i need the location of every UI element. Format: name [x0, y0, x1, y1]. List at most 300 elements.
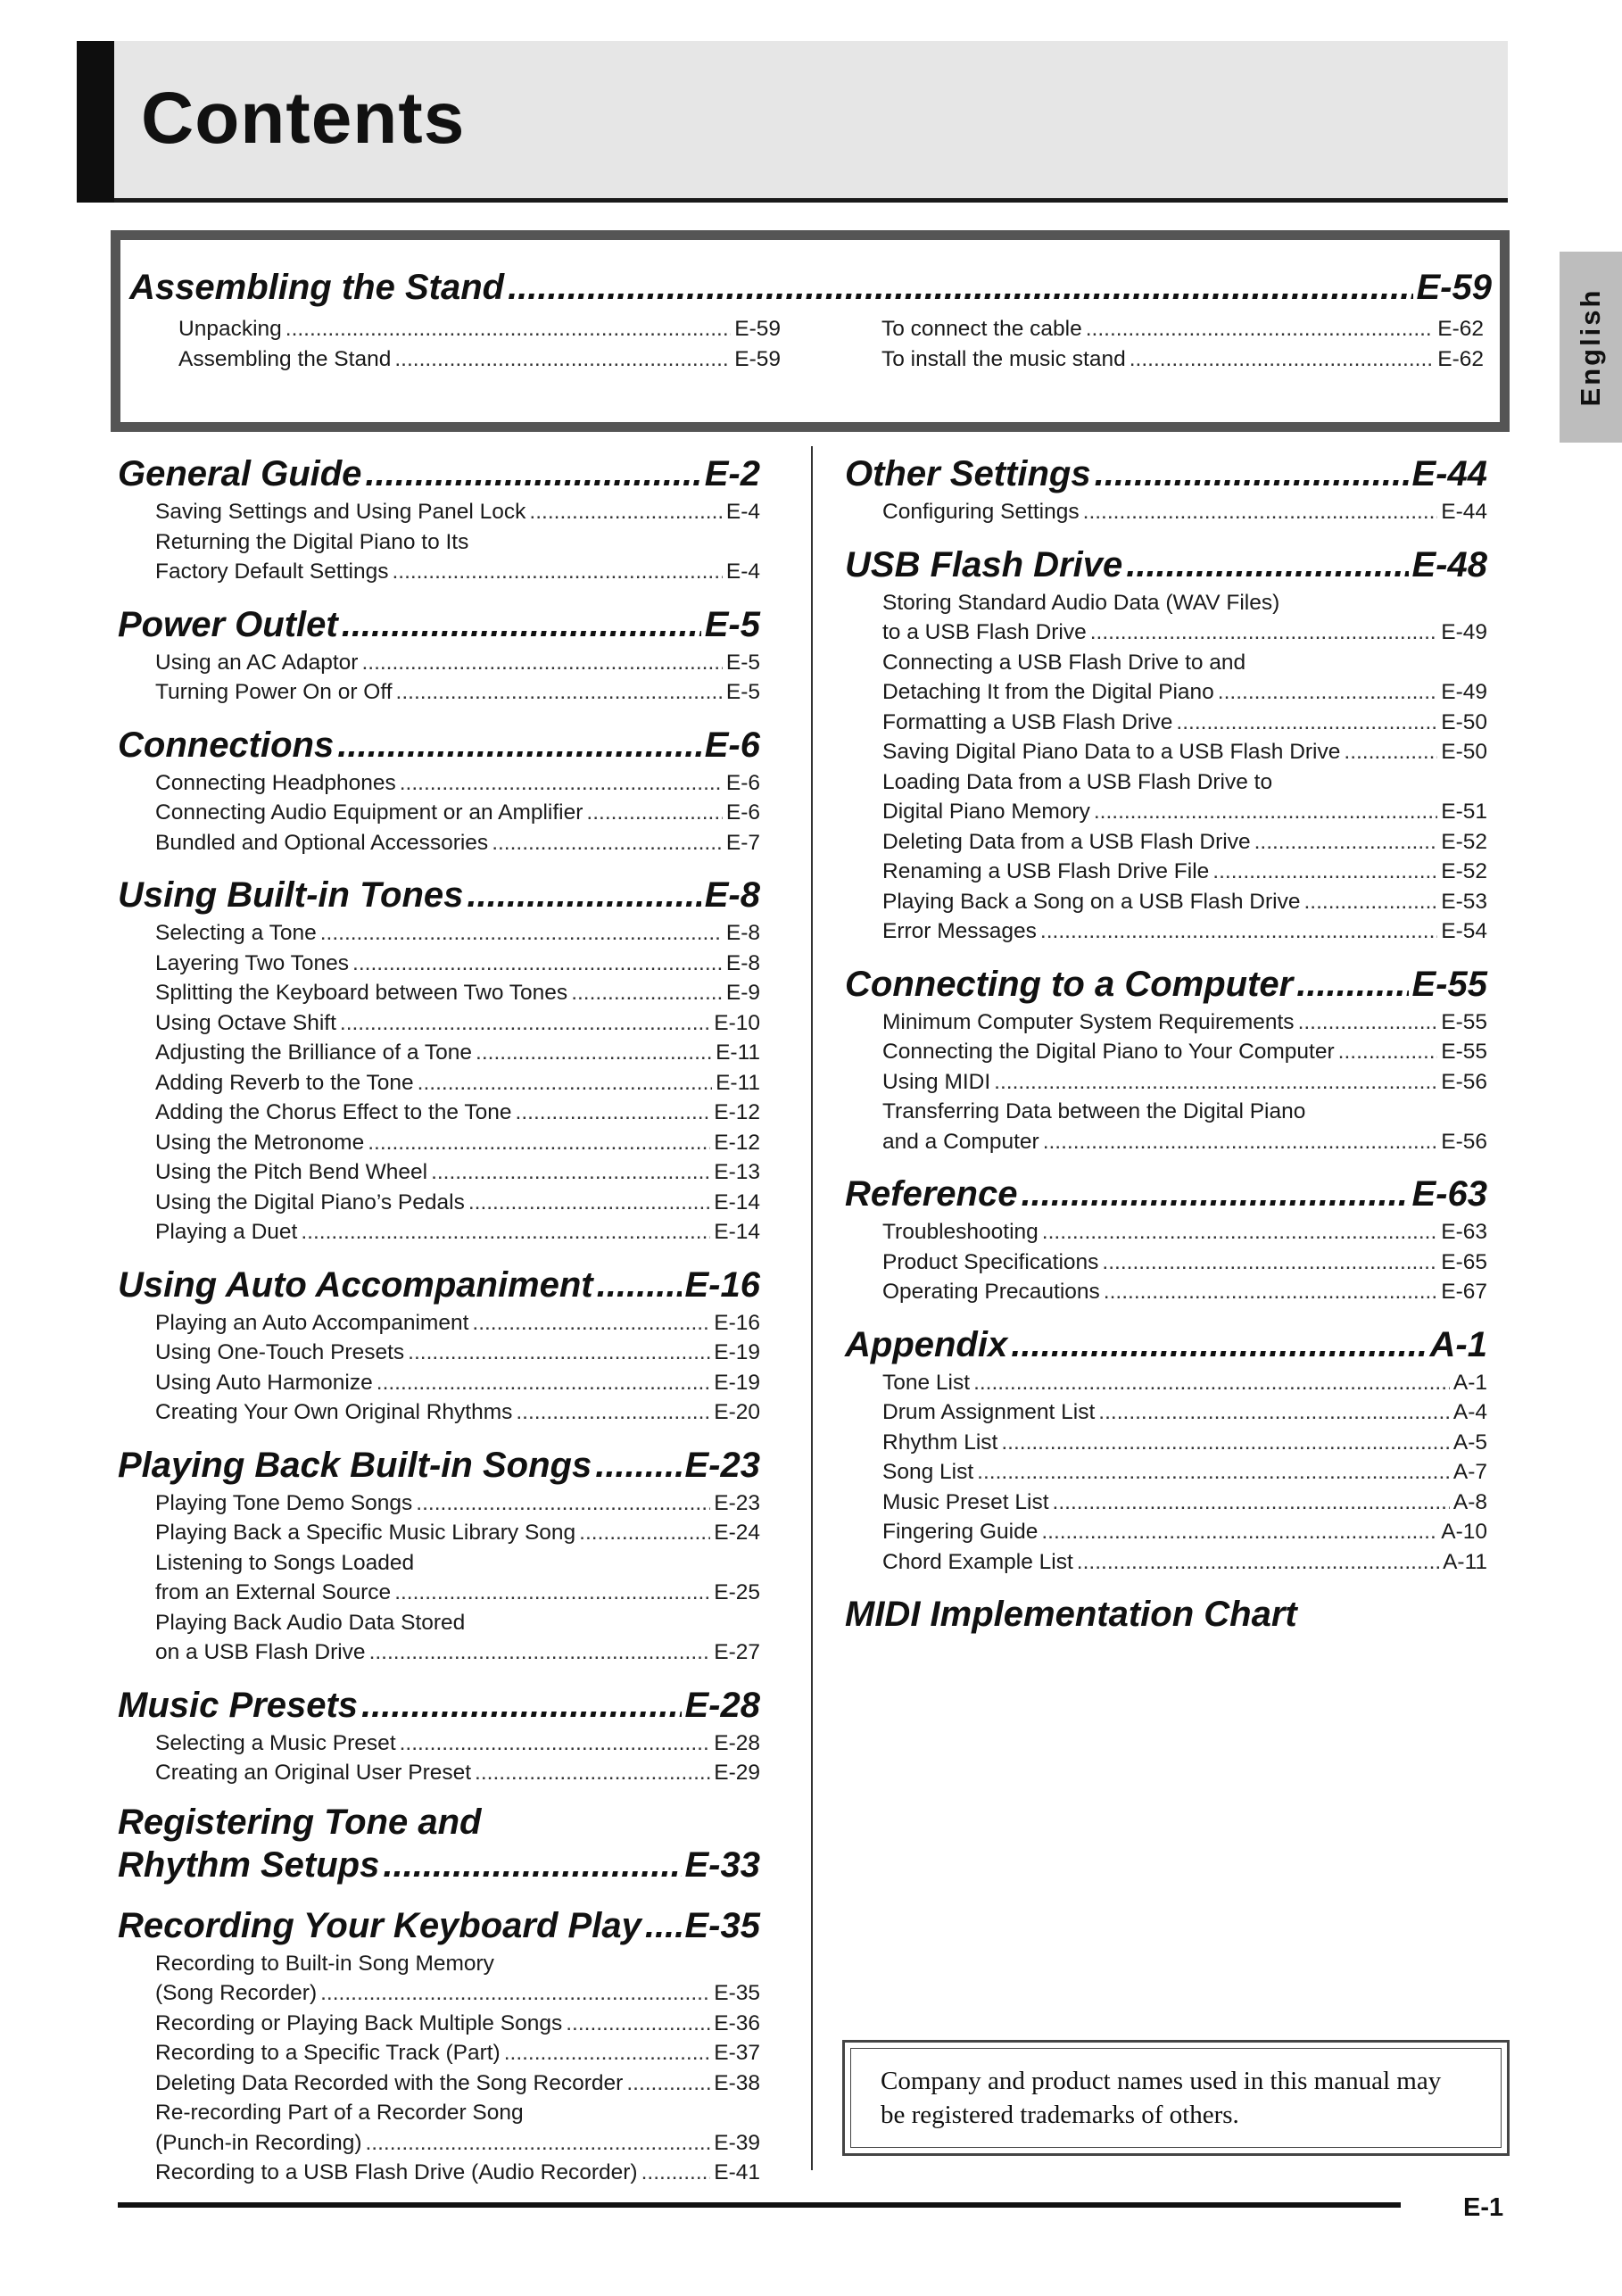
leader-dots [586, 798, 722, 828]
toc-entry-label: (Song Recorder) [155, 1981, 318, 2005]
toc-entry[interactable] [882, 767, 1487, 827]
toc-entry-label: Creating Your Own Original Rhythms [155, 1400, 513, 1424]
section-heading-page: E-6 [704, 725, 760, 765]
toc-entry-label: Creating an Original User Preset [155, 1761, 472, 1785]
toc-entry-page: E-6 [725, 800, 760, 825]
toc-entry-row [882, 737, 1487, 767]
toc-entry-label: Splitting the Keyboard between Two Tones [155, 981, 568, 1005]
leader-dots [566, 2009, 710, 2039]
leader-dots [286, 314, 731, 344]
toc-entry-row [155, 768, 760, 799]
toc-entry-label: Playing a Duet [155, 1220, 298, 1244]
toc-entry-label: Connecting the Digital Piano to Your Computer [882, 1040, 1335, 1064]
toc-entry[interactable] [155, 2038, 760, 2068]
toc-entry-row [155, 978, 760, 1008]
leader-dots [1296, 961, 1408, 1007]
section-heading-page: E-48 [1411, 544, 1487, 584]
toc-entry[interactable] [155, 2158, 760, 2188]
toc-entry-page: E-5 [725, 650, 760, 675]
toc-entry-row [881, 344, 1484, 375]
toc-entry-page: E-11 [716, 1070, 760, 1095]
leader-dots [1086, 314, 1434, 344]
section-heading-title: MIDI Implementation Chart [845, 1595, 1297, 1634]
section-heading[interactable] [118, 1262, 760, 1308]
toc-entry-page: E-55 [1441, 1009, 1487, 1034]
toc-entry[interactable] [155, 1518, 760, 1548]
toc-entry[interactable] [882, 1037, 1487, 1067]
leader-dots [1021, 1171, 1408, 1217]
leader-dots [361, 1682, 681, 1728]
toc-entry-label: Playing Back a Song on a USB Flash Drive [882, 889, 1301, 914]
section-heading-title: Appendix [845, 1324, 1008, 1364]
leader-dots [1090, 618, 1437, 648]
toc-entry[interactable] [155, 1157, 760, 1188]
section-items [118, 1949, 760, 2188]
toc-entry-page: E-62 [1437, 317, 1484, 341]
toc-entry-row [155, 2158, 760, 2188]
toc-entry[interactable] [882, 1397, 1487, 1428]
toc-entry[interactable] [881, 344, 1484, 375]
section-heading[interactable] [845, 451, 1487, 497]
toc-entry-row [882, 1277, 1487, 1307]
toc-entry-page: E-12 [714, 1130, 760, 1155]
toc-entry[interactable] [155, 497, 760, 527]
toc-entry[interactable] [155, 2009, 760, 2039]
toc-entry-row [155, 2128, 760, 2159]
toc-entry-label: Music Preset List [882, 1489, 1049, 1514]
toc-entry-page: A-8 [1452, 1489, 1487, 1514]
toc-entry-label: Saving Settings and Using Panel Lock [155, 500, 526, 524]
toc-entry[interactable] [155, 527, 760, 587]
toc-entry-line1: Connecting a USB Flash Drive to and [882, 650, 1246, 675]
section-heading[interactable] [118, 1442, 760, 1488]
section-heading[interactable] [118, 1902, 760, 1949]
section-heading[interactable] [118, 451, 760, 497]
leader-dots [408, 1338, 710, 1368]
section-items [845, 1007, 1487, 1157]
toc-entry[interactable] [155, 1949, 760, 2009]
leader-dots [1001, 1428, 1450, 1458]
toc-entry[interactable] [155, 1488, 760, 1519]
toc-entry-label: Adding the Chorus Effect to the Tone [155, 1100, 512, 1124]
toc-entry-page: E-14 [714, 1220, 760, 1244]
toc-entry[interactable] [882, 1428, 1487, 1458]
leader-dots [516, 1397, 710, 1428]
section-items [118, 1488, 760, 1668]
section-heading-page: E-16 [684, 1264, 760, 1305]
toc-entry-page: E-14 [714, 1189, 760, 1214]
toc-entry-page: E-67 [1441, 1280, 1487, 1304]
section-heading-title: Connections [118, 725, 335, 765]
toc-entry-label: Troubleshooting [882, 1220, 1039, 1244]
toc-entry-page: E-24 [714, 1521, 760, 1545]
toc-entry[interactable] [882, 1247, 1487, 1278]
toc-entry[interactable] [155, 1338, 760, 1368]
leader-dots [418, 1068, 712, 1098]
toc-entry[interactable] [155, 1608, 760, 1668]
leader-dots [475, 1758, 710, 1788]
section-items [118, 1308, 760, 1428]
section-heading-title: Connecting to a Computer [845, 964, 1294, 1004]
section-heading-title: Recording Your Keyboard Play [118, 1905, 641, 1945]
toc-entry[interactable] [155, 1008, 760, 1039]
section-heading[interactable] [118, 722, 760, 768]
leader-dots [394, 344, 731, 375]
toc-entry-label: from an External Source [155, 1580, 392, 1604]
toc-entry[interactable] [178, 314, 781, 344]
toc-entry[interactable] [155, 1397, 760, 1428]
toc-entry[interactable] [178, 344, 781, 375]
toc-entry-label: Song List [882, 1460, 974, 1484]
toc-entry-row [155, 1578, 760, 1608]
toc-entry[interactable] [155, 978, 760, 1008]
leader-dots [1094, 797, 1437, 827]
trademark-note: Company and product names used in this manual may be registered trademarks of others. [881, 2067, 1442, 2129]
section-heading-page: A-1 [1429, 1324, 1487, 1364]
toc-entry-page: E-51 [1441, 800, 1487, 824]
toc-entry[interactable] [882, 887, 1487, 917]
leader-dots [352, 949, 723, 979]
leader-dots [1104, 1277, 1437, 1307]
leader-dots [1212, 857, 1437, 887]
leader-dots [1176, 708, 1437, 738]
leader-dots [396, 677, 723, 708]
toc-entry-page: E-56 [1441, 1069, 1487, 1094]
section-heading[interactable] [118, 1682, 760, 1728]
toc-entry-row [882, 1127, 1487, 1157]
toc-entry[interactable] [155, 1098, 760, 1128]
toc-entry-row [882, 1397, 1487, 1428]
toc-entry[interactable] [155, 1038, 760, 1068]
toc-entry-page: E-16 [714, 1310, 760, 1335]
toc-entry-label: Product Specifications [882, 1249, 1099, 1274]
section-heading-title: Reference [845, 1174, 1018, 1214]
section-heading-title: Other Settings [845, 454, 1091, 493]
toc-entry-page: A-5 [1452, 1430, 1487, 1455]
toc-entry-row [882, 677, 1487, 708]
toc-entry-label: Recording or Playing Back Multiple Songs [155, 2010, 563, 2035]
toc-entry-row [155, 1217, 760, 1247]
toc-entry[interactable] [155, 1728, 760, 1759]
toc-entry-page: E-7 [725, 830, 760, 855]
section-heading-page: E-8 [704, 875, 760, 915]
toc-entry[interactable] [882, 1517, 1487, 1547]
toc-entry[interactable] [155, 1368, 760, 1398]
toc-section [118, 1262, 760, 1428]
toc-entry[interactable] [155, 1758, 760, 1788]
leader-dots [1040, 916, 1437, 947]
toc-entry[interactable] [155, 677, 760, 708]
toc-entry-label: Layering Two Tones [155, 950, 350, 975]
toc-entry[interactable] [155, 1308, 760, 1339]
stand-heading[interactable] [129, 264, 1492, 311]
section-heading[interactable] [118, 1842, 760, 1888]
toc-entry[interactable] [882, 1547, 1487, 1578]
section-heading-page: E-5 [704, 604, 760, 644]
toc-entry-row [882, 857, 1487, 887]
toc-entry[interactable] [882, 708, 1487, 738]
toc-entry-label: Configuring Settings [882, 500, 1080, 524]
toc-entry-row [882, 497, 1487, 527]
leader-dots [1130, 344, 1435, 375]
toc-entry-row [178, 344, 781, 375]
trademark-note-box [842, 2040, 1510, 2156]
toc-entry-line1: Transferring Data between the Digital Piano [882, 1099, 1306, 1123]
toc-entry[interactable] [882, 737, 1487, 767]
toc-entry-row [881, 314, 1484, 344]
leader-dots [645, 1902, 682, 1949]
toc-section [118, 1902, 760, 2188]
leader-dots [626, 2068, 710, 2099]
toc-entry-label: Fingering Guide [882, 1520, 1039, 1544]
leader-dots [467, 872, 700, 918]
leader-dots [1344, 737, 1437, 767]
toc-entry-label: Unpacking [178, 317, 282, 341]
toc-entry-page: E-25 [714, 1580, 760, 1604]
title-accent-bar [77, 41, 114, 203]
section-heading[interactable] [845, 961, 1487, 1007]
toc-entry-page: E-19 [714, 1340, 760, 1364]
leader-dots [1042, 1217, 1437, 1247]
toc-entry-label: Rhythm List [882, 1430, 998, 1455]
toc-entry-page: E-56 [1441, 1129, 1487, 1154]
toc-section [118, 872, 760, 1247]
toc-entry-page: E-59 [734, 317, 781, 341]
toc-entry-label: Deleting Data from a USB Flash Drive [882, 829, 1251, 854]
toc-entry[interactable] [882, 1007, 1487, 1038]
leader-dots [994, 1067, 1437, 1098]
leader-dots [468, 1188, 710, 1218]
leader-dots [1043, 1127, 1438, 1157]
leader-dots [337, 722, 701, 768]
toc-entry[interactable] [882, 857, 1487, 887]
toc-entry[interactable] [882, 1277, 1487, 1307]
toc-entry-label: Selecting a Tone [155, 921, 317, 945]
toc-entry[interactable] [882, 1217, 1487, 1247]
toc-entry-label: Using One-Touch Presets [155, 1340, 405, 1364]
leader-dots [366, 2128, 711, 2159]
section-heading[interactable] [118, 872, 760, 918]
leader-dots [365, 451, 700, 497]
leader-dots [504, 2038, 711, 2068]
toc-entry-page: E-4 [725, 559, 760, 584]
toc-entry-label: Recording to a USB Flash Drive (Audio Recorder) [155, 2160, 638, 2184]
toc-entry-row [882, 827, 1487, 858]
toc-entry-row [882, 1517, 1487, 1547]
toc-entry-label: Adjusting the Brilliance of a Tone [155, 1040, 473, 1065]
toc-entry-page: E-49 [1441, 620, 1487, 644]
toc-entry-row [882, 1457, 1487, 1488]
toc-entry-row [155, 949, 760, 979]
leader-dots [595, 1442, 681, 1488]
toc-entry-row [882, 1007, 1487, 1038]
toc-entry-label: on a USB Flash Drive [155, 1640, 366, 1664]
toc-entry[interactable] [155, 648, 760, 678]
section-heading-title: Rhythm Setups [118, 1844, 380, 1885]
leader-dots [1098, 1397, 1450, 1428]
toc-entry-row [155, 2009, 760, 2039]
toc-entry-page: E-55 [1441, 1040, 1487, 1064]
toc-entry[interactable] [155, 1217, 760, 1247]
toc-entry-row [155, 677, 760, 708]
toc-right-column [845, 451, 1487, 1652]
section-heading-page: E-23 [684, 1445, 760, 1485]
toc-entry[interactable] [155, 1548, 760, 1608]
toc-entry-row [155, 1188, 760, 1218]
leader-dots [1053, 1488, 1450, 1518]
toc-entry[interactable] [882, 1368, 1487, 1398]
toc-entry-page: E-19 [714, 1370, 760, 1395]
toc-entry-row [882, 1217, 1487, 1247]
toc-entry-page: A-4 [1452, 1400, 1487, 1424]
toc-entry-label: To connect the cable [881, 317, 1082, 341]
toc-section [845, 542, 1487, 947]
leader-dots [597, 1262, 682, 1308]
section-heading-title: Using Auto Accompaniment [118, 1264, 593, 1305]
leader-dots [320, 1978, 710, 2009]
toc-section [845, 451, 1487, 527]
toc-entry-label: Operating Precautions [882, 1280, 1100, 1304]
leader-dots [529, 497, 722, 527]
toc-entry-row [155, 1758, 760, 1788]
toc-entry-page: E-5 [725, 680, 760, 704]
section-heading[interactable] [845, 1322, 1487, 1368]
toc-entry[interactable] [155, 2068, 760, 2099]
page-title: Contents [141, 78, 466, 159]
toc-entry-label: Using the Digital Piano’s Pedals [155, 1189, 465, 1214]
footer-rule [118, 2202, 1401, 2208]
toc-entry[interactable] [881, 314, 1484, 344]
leader-dots [1298, 1007, 1438, 1038]
toc-entry-row [155, 1978, 760, 2009]
section-items [118, 768, 760, 858]
section-items [118, 648, 760, 708]
section-heading-title: Power Outlet [118, 604, 338, 644]
toc-entry-page: E-62 [1437, 346, 1484, 371]
section-heading-page: E-55 [1411, 964, 1487, 1004]
toc-entry[interactable] [882, 648, 1487, 708]
toc-entry-label: Connecting Headphones [155, 770, 396, 795]
toc-entry[interactable] [882, 1488, 1487, 1518]
leader-dots [392, 557, 722, 587]
toc-entry-row [155, 1368, 760, 1398]
toc-entry[interactable] [882, 497, 1487, 527]
stand-left-items [178, 314, 781, 374]
toc-entry-line1: Storing Standard Audio Data (WAV Files) [882, 590, 1280, 615]
section-items [118, 1728, 760, 1788]
toc-entry[interactable] [882, 1067, 1487, 1098]
section-heading[interactable] [845, 1591, 1487, 1637]
section-heading-title: Playing Back Built-in Songs [118, 1445, 592, 1485]
leader-dots [431, 1157, 710, 1188]
toc-entry[interactable] [155, 949, 760, 979]
leader-dots [416, 1488, 710, 1519]
toc-entry-page: E-52 [1441, 859, 1487, 883]
toc-entry[interactable] [155, 918, 760, 949]
toc-entry[interactable] [155, 828, 760, 858]
section-items [845, 497, 1487, 527]
toc-entry[interactable] [882, 1457, 1487, 1488]
toc-entry-row [155, 1518, 760, 1548]
toc-section [845, 1171, 1487, 1307]
toc-entry-row [155, 1038, 760, 1068]
toc-entry-row [882, 1488, 1487, 1518]
toc-entry-row [155, 2068, 760, 2099]
column-divider [811, 446, 813, 2170]
toc-entry-label: Using an AC Adaptor [155, 650, 359, 675]
leader-dots [1338, 1037, 1438, 1067]
toc-entry-label: Renaming a USB Flash Drive File [882, 859, 1210, 883]
section-heading-title: Music Presets [118, 1685, 359, 1725]
leader-dots [1083, 497, 1438, 527]
section-heading-page: E-35 [684, 1905, 760, 1945]
toc-entry-page: E-9 [725, 981, 760, 1005]
toc-entry-line1: Re-recording Part of a Recorder Song [155, 2101, 524, 2125]
toc-entry[interactable] [155, 768, 760, 799]
toc-entry-label: Adding Reverb to the Tone [155, 1070, 414, 1095]
toc-entry-row [155, 1338, 760, 1368]
toc-entry-row [155, 918, 760, 949]
toc-entry-page: E-59 [734, 346, 781, 371]
toc-entry-row [882, 1037, 1487, 1067]
leader-dots [977, 1457, 1450, 1488]
toc-section [118, 722, 760, 858]
section-heading-title: USB Flash Drive [845, 544, 1123, 584]
toc-entry-row [155, 648, 760, 678]
language-tab-label: English [1575, 287, 1606, 407]
toc-entry[interactable] [155, 1188, 760, 1218]
toc-entry[interactable] [155, 2098, 760, 2158]
toc-entry-page: A-1 [1452, 1370, 1487, 1395]
toc-entry-row [155, 1728, 760, 1759]
leader-dots [1126, 542, 1408, 588]
toc-entry-label: (Punch-in Recording) [155, 2130, 362, 2155]
leader-dots [394, 1578, 710, 1608]
toc-entry-page: E-52 [1441, 829, 1487, 854]
toc-entry[interactable] [882, 827, 1487, 858]
leader-dots [973, 1368, 1450, 1398]
section-heading[interactable] [118, 601, 760, 648]
leader-dots [571, 978, 723, 1008]
section-items [845, 1217, 1487, 1307]
section-heading[interactable] [845, 542, 1487, 588]
toc-entry-row [882, 708, 1487, 738]
leader-dots [516, 1098, 711, 1128]
toc-entry-page: E-8 [725, 950, 760, 975]
stand-section [129, 264, 1492, 311]
toc-entry-page: E-63 [1441, 1220, 1487, 1244]
toc-entry-label: Using Octave Shift [155, 1010, 336, 1035]
leader-dots [1041, 1517, 1437, 1547]
toc-entry-row [155, 1308, 760, 1339]
toc-entry[interactable] [155, 1068, 760, 1098]
toc-entry[interactable] [155, 798, 760, 828]
toc-entry-label: Bundled and Optional Accessories [155, 830, 489, 855]
toc-entry[interactable] [882, 916, 1487, 947]
toc-entry-label: Playing an Auto Accompaniment [155, 1310, 469, 1335]
section-heading-line1[interactable]: Registering Tone and [118, 1802, 482, 1842]
toc-entry[interactable] [882, 588, 1487, 648]
toc-entry[interactable] [155, 1128, 760, 1158]
toc-entry-row [155, 1008, 760, 1039]
leader-dots [1254, 827, 1438, 858]
toc-entry[interactable] [882, 1097, 1487, 1156]
section-items [118, 918, 760, 1247]
section-items [845, 1368, 1487, 1578]
section-heading[interactable] [845, 1171, 1487, 1217]
toc-entry-page: E-8 [725, 921, 760, 945]
leader-dots [1077, 1547, 1439, 1578]
